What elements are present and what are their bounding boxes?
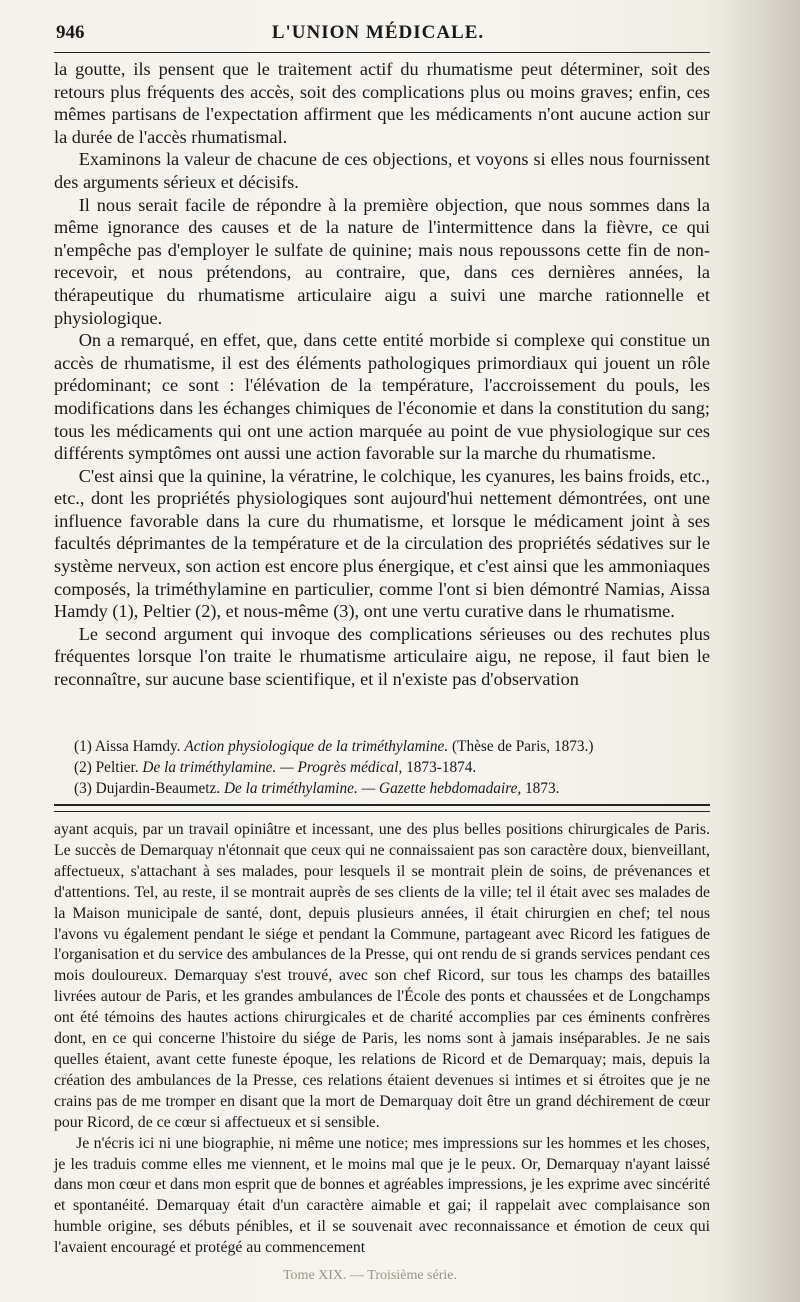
feuilleton-paragraph: ayant acquis, par un travail opiniâtre et incessant, une des plus belles positions chirurgicales de Paris. Le succès de Demarquay n'étonnait que ceux qui ne connaissaient pas son caractère doux, bienveillant, affectueux, s'attachant à ses malades, pour lesquels il se montrait plein de soins, de prévenances et d'attentions. Tel, au reste, il se montrait auprès de ses clients de la ville; tel il était avec ses malades de la Maison municipale de santé, dont, depuis plusieurs années, il était chirurgien en chef; tel nous l'avons vu également pendant le siége et pendant la Commune, partageant avec Ricord les fatigues de l'organisation et du service des ambulances de la Presse, qui ont rendu de si grands services pendant ces mois douloureux. Demarquay s'est trouvé, avec son chef Ricord, sur tous les champs des batailles livrées autour de Paris, et les grandes ambulances de l'École des ponts et chaussées et de Longchamps ont été témoins des hautes actions chirurgicales et de charité accomplies par ces éminents confrères dont, en ce qui concerne l'histoire du siége de Paris, les noms sont à jamais inséparables. Je ne sais quelles étaient, avant cette funeste époque, les relations de Ricord et de Demarquay; mais, depuis la création des ambulances de la Presse, ces relations étaient devenues si intimes et si étroites que je ne crains pas de me tromper en disant que la mort de Demarquay doit être un grand déchirement de cœur pour Ricord, de ce cœur si affectueux et si sensible. <box>54 821 710 1131</box>
article-paragraph: Le second argument qui invoque des complications sérieuses ou des rechutes plus fréquentes lorsque l'on traite le rhumatisme articulaire aigu, ne repose, il faut bien le reconnaître, sur aucune base scientifique, et il n'existe pas d'observation <box>54 623 710 690</box>
article-paragraph: la goutte, ils pensent que le traitement actif du rhumatisme peut déterminer, soit des retours plus fréquents des accès, soit des complications plus ou moins graves; enfin, ces mêmes partisans de l'expectation affirment que les médicaments n'ont aucune action sur la durée de l'accès rhumatismal. <box>54 59 710 147</box>
article-paragraph: On a remarqué, en effet, que, dans cette entité morbide si complexe qui constitue un accès de rhumatisme, il est des éléments pathologiques primordiaux qui jouent un rôle prédominant; ce sont : l'élévation de la température, l'accroissement du pouls, les modifications dans les échanges chimiques de l'économie et dans la constitution du sang; tous les médicaments qui ont une action marquée au point de vue physiologique sur ces différents symptômes ont aussi une action favorable sur la marche du rhumatisme. <box>54 330 710 464</box>
article-paragraph: C'est ainsi que la quinine, la vératrine, le colchique, les cyanures, les bains froids, etc., etc., dont les propriétés physiologiques sont aujourd'hui nettement démontrées, ont une influence favorable dans la cure du rhumatisme, et lorsque le médicament joint à ses facultés déprimantes de la température et de la circulation des propriétés sédatives sur le système nerveux, son action est encore plus énergique, et c'est ainsi que les ammoniaques composés, la triméthylamine en particulier, comme l'ont si bien démontré Namias, Aissa Hamdy (1), Peltier (2), et nous-même (3), ont une vertu curative dans le rhumatisme. <box>54 465 710 622</box>
article-paragraph: Il nous serait facile de répondre à la première objection, que nous sommes dans la même ignorance des causes et de la nature de l'intermittence dans la fièvre, ce qui n'empêche pas d'employer le sulfate de quinine; mais nous repoussons cette fin de non-recevoir, et nous prétendons, au contraire, que, dans ces dernières années, la thérapeutique du rhumatisme articulaire aigu a suivi une marche rationnelle et physiologique. <box>54 194 710 328</box>
bleed-through-footer: Tome XIX. — Troisième série. <box>282 1268 457 1283</box>
main-article <box>54 58 710 691</box>
page-number: 946 <box>56 22 85 43</box>
page-edge-shadow <box>722 0 800 1302</box>
feuilleton-section <box>54 820 710 1259</box>
journal-title: L'UNION MÉDICALE. <box>271 22 485 43</box>
feuilleton-separator <box>54 804 710 812</box>
article-paragraph: Examinons la valeur de chacune de ces objections, et voyons si elles nous fournissent des arguments sérieux et décisifs. <box>54 149 710 192</box>
footnotes <box>54 736 710 799</box>
header-rule <box>54 52 710 53</box>
feuilleton-paragraph: Je n'écris ici ni une biographie, ni même une notice; mes impressions sur les hommes et les choses, je les traduis comme elles me viennent, et le moins mal que je le peux. Or, Demarquay n'ayant laissé dans mon cœur et dans mon esprit que de bonnes et agréables impressions, je les exprime avec sincérité et spontanéité. Demarquay était d'un caractère aimable et gai; il rappelait avec complaisance son humble origine, ses débuts pénibles, et il se souvenait avec reconnaissance et émotion de ceux qui l'avaient encouragé et protégé au commencement <box>54 1134 710 1257</box>
page-header <box>46 22 710 48</box>
footnote: (2) Peltier. De la triméthylamine. — Progrès médical, 1873-1874. <box>74 759 477 776</box>
footnote: (3) Dujardin-Beaumetz. De la triméthylamine. — Gazette hebdomadaire, 1873. <box>74 780 560 797</box>
footnote: (1) Aissa Hamdy. Action physiologique de la triméthylamine. (Thèse de Paris, 1873.) <box>74 738 594 755</box>
